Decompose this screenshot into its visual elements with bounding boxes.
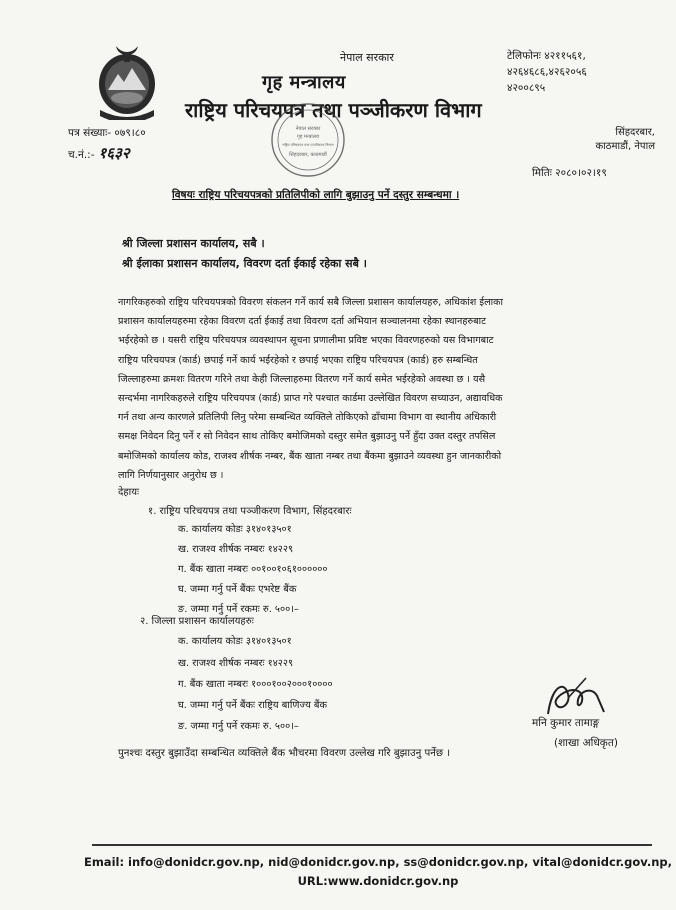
letter-body	[118, 293, 618, 485]
body-line: भईरहेको छ । यसरी राष्ट्रिय परिचयपत्र व्यवस्थापन सूचना प्रणालीमा प्रविष्ट भएका विवरणहरुको यस विभागबाट	[118, 335, 494, 347]
section-item: ग. बैंक खाता नम्बरः १०००१००२०००१००००	[178, 679, 333, 690]
section-item: ख. राजश्व शीर्षक नम्बरः १४२२९	[178, 544, 294, 555]
letter-number	[68, 126, 146, 140]
body-line: लागि निर्णयानुसार अनुरोध छ ।	[118, 469, 224, 481]
stamp-text: नेपाल सरकार	[295, 126, 321, 132]
letter-date: मितिः २०८०।०२।१९	[532, 167, 607, 179]
phone-line: टेलिफोनः ४२११५६१,	[507, 50, 586, 62]
body-line: गर्न तथा अन्य कारणले प्रतिलिपी लिनु परेमा सम्बन्धित व्यक्तिले तोकिएको ढाँचामा विभाग वा स्थानीय अधिकारी	[118, 412, 497, 424]
letter-subject: विषयः राष्ट्रिय परिचयपत्रको प्रतिलिपीको लागि बुझाउनु पर्ने दस्तुर सम्बन्धमा ।	[172, 189, 460, 201]
section-item: ग. बैंक खाता नम्बरः ००१००१०६१००००००	[178, 564, 328, 575]
nepal-emblem-icon	[94, 40, 160, 120]
body-line: नागरिकहरुको राष्ट्रिय परिचयपत्रको विवरण संकलन गर्ने कार्य सबै जिल्ला प्रशासन कार्यालयहरु, अधिकांश ईलाका	[118, 297, 503, 308]
department-name: राष्ट्रिय परिचयपत्र तथा पञ्जीकरण विभाग	[185, 98, 482, 122]
ministry-name: गृह मन्त्रालय	[262, 72, 346, 93]
body-line: प्रशासन कार्यालयहरुमा रहेका विवरण दर्ता ईकाई तथा विवरण दर्ता अभियान सञ्चालनमा रहेका स्थानहरुबाट	[118, 316, 486, 328]
section-heading: १. राष्ट्रिय परिचयपत्र तथा पञ्जीकरण विभाग, सिंहदरबारः	[148, 506, 352, 517]
section-heading: २. जिल्ला प्रशासन कार्यालयहरुः	[140, 616, 254, 627]
letter-number-value: - ०७९।८०	[107, 127, 146, 139]
signatory-name: मनि कुमार तामाङ्ग	[532, 717, 600, 729]
stamp-text: सिंहदरबार, काठमाडौं	[289, 152, 327, 158]
dispatch-number-value: १६३२	[98, 144, 130, 162]
office-address	[575, 126, 655, 154]
details-label: देहायः	[118, 487, 140, 498]
phone-line: ४२००८९५	[507, 82, 546, 94]
body-line: जिल्लाहरुमा क्रमशः वितरण गरिने तथा केही जिल्लाहरुमा वितरण गर्ने कार्य समेत भईरहेको अवस्था छ । यसै	[118, 373, 486, 385]
footer-url: URL:www.donidcr.gov.np	[297, 874, 459, 888]
footer-emails: Email: info@donidcr.gov.np, nid@donidcr.gov.np, ss@donidcr.gov.np, vital@donidcr.gov.np,	[83, 855, 673, 869]
section-item: घ. जम्मा गर्नु पर्ने बैंकः राष्ट्रिय बाणिज्य बैंक	[178, 700, 327, 711]
phone-block	[507, 48, 587, 96]
section-item: ङ. जम्मा गर्नु पर्ने रकमः रु. ५००।–	[178, 604, 299, 615]
phone-line: ४२६४६८६,४२६२०५६	[507, 66, 587, 78]
recipient-line: श्री जिल्ला प्रशासन कार्यालय, सबै ।	[122, 237, 265, 250]
signatory-title: (शाखा अधिकृत)	[554, 737, 618, 749]
dispatch-number	[68, 143, 130, 163]
section-item: ख. राजश्व शीर्षक नम्बरः १४२२९	[178, 658, 294, 669]
footer-divider	[92, 844, 652, 846]
body-line: समक्ष निवेदन दिनु पर्ने र सो निवेदन साथ तोकिए बमोजिमको दस्तुर समेत बुझाउनु पर्ने हुँदा उक्त दस्तुर तपसिल	[118, 431, 496, 443]
section-item: क. कार्यालय कोडः ३१४०१३५०१	[178, 636, 292, 647]
stamp-text: गृह मन्त्रालय	[296, 134, 320, 140]
body-line: सन्दर्भमा नागरिकहरुले राष्ट्रिय परिचयपत्र (कार्ड) प्राप्त गरे पश्चात कार्डमा उल्लेखित विवरण सच्याउन, अद्यावधिक	[118, 393, 503, 405]
dispatch-number-label: च.नं.:-	[68, 149, 95, 161]
body-line: बमोजिमको कार्यालय कोड, राजश्व शीर्षक नम्बर, बैंक खाता नम्बर तथा बैंकमा बुझाउने व्यवस्था हुन जानकारीको	[118, 450, 502, 462]
address-line: सिंहदरबार,	[615, 127, 655, 138]
section-item: ङ. जम्मा गर्नु पर्ने रकमः रु. ५००।–	[178, 721, 299, 732]
postscript: पुनश्चः दस्तुर बुझाउँदा सम्बन्धित व्यक्तिले बैंक भौचरमा विवरण उल्लेख गरि बुझाउनु पर्नेछ ।	[118, 748, 451, 759]
recipient-line: श्री ईलाका प्रशासन कार्यालय, विवरण दर्ता ईकाई रहेका सबै ।	[122, 257, 367, 270]
signature-mark	[538, 676, 618, 720]
official-stamp	[268, 100, 348, 180]
body-line: राष्ट्रिय परिचयपत्र (कार्ड) छपाई गर्ने कार्य भईरहेको र छपाई भएका राष्ट्रिय परिचयपत्र (कार्ड) हरु सम्बन्धित	[118, 354, 478, 366]
letter-number-label: पत्र संख्याः	[68, 127, 108, 139]
section-item: क. कार्यालय कोडः ३१४०१३५०१	[178, 524, 292, 535]
section-item: घ. जम्मा गर्नु पर्ने बैंकः एभरेष्ट बैंक	[178, 584, 297, 595]
government-name: नेपाल सरकार	[340, 51, 394, 64]
address-line: काठमाडौं, नेपाल	[595, 141, 655, 152]
stamp-text: राष्ट्रिय परिचयपत्र तथा पञ्जीकरण विभाग	[282, 143, 334, 147]
